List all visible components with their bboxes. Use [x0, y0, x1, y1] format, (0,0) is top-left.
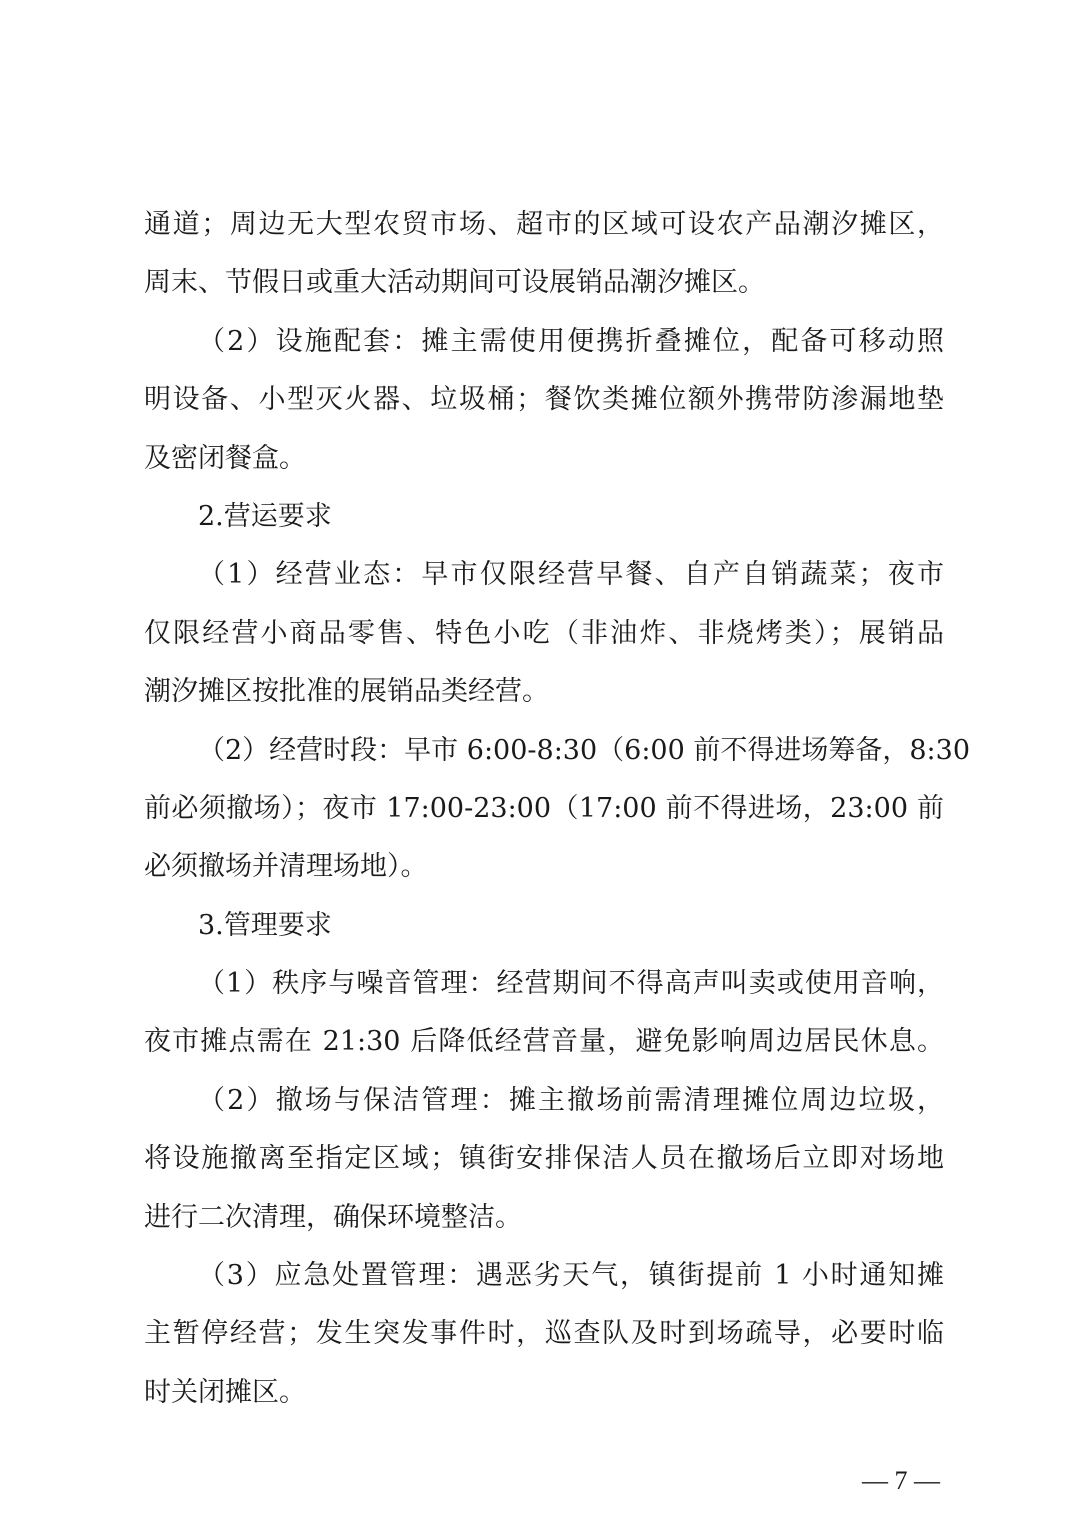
text-line: 明设备、小型灭火器、垃圾桶；餐饮类摊位额外携带防渗漏地垫	[144, 384, 944, 416]
text-line: 必须撤场并清理场地）。	[144, 851, 428, 883]
text-line: （2）设施配套：摊主需使用便携折叠摊位，配备可移动照	[198, 325, 944, 357]
text-line: 前必须撤场）；夜市 17:00-23:00（17:00 前不得进场，23:00 前	[144, 792, 944, 824]
text-line: （2）经营时段：早市 6:00-8:30（6:00 前不得进场筹备，8:30	[198, 734, 970, 766]
text-line: 通道；周边无大型农贸市场、超市的区域可设农产品潮汐摊区，	[144, 209, 944, 240]
text-line: 仅限经营小商品零售、特色小吃（非油炸、非烧烤类）；展销品	[144, 617, 944, 649]
body-text	[144, 196, 970, 1422]
text-line: （1）经营业态：早市仅限经营早餐、自产自销蔬菜；夜市	[198, 559, 944, 591]
text-line: 主暂停经营；发生突发事件时，巡查队及时到场疏导，必要时临	[144, 1318, 944, 1350]
text-line: 进行二次清理，确保环境整洁。	[144, 1201, 522, 1233]
section-heading: 2.营运要求	[198, 500, 332, 532]
text-line: （3）应急处置管理：遇恶劣天气，镇街提前 1 小时通知摊	[198, 1260, 944, 1292]
text-line: 周末、节假日或重大活动期间可设展销品潮汐摊区。	[144, 267, 765, 299]
section-heading: 3.管理要求	[198, 909, 332, 941]
text-line: （1）秩序与噪音管理：经营期间不得高声叫卖或使用音响，	[198, 968, 944, 1000]
page-number: — 7 —	[862, 1466, 940, 1495]
text-line: （2）撤场与保洁管理：摊主撤场前需清理摊位周边垃圾，	[198, 1084, 944, 1116]
text-line: 夜市摊点需在 21:30 后降低经营音量，避免影响周边居民休息。	[144, 1026, 944, 1058]
text-line: 将设施撤离至指定区域；镇街安排保洁人员在撤场后立即对场地	[144, 1143, 944, 1175]
text-line: 潮汐摊区按批准的展销品类经营。	[144, 676, 549, 708]
text-line: 时关闭摊区。	[144, 1376, 306, 1408]
text-line: 及密闭餐盒。	[144, 442, 306, 474]
